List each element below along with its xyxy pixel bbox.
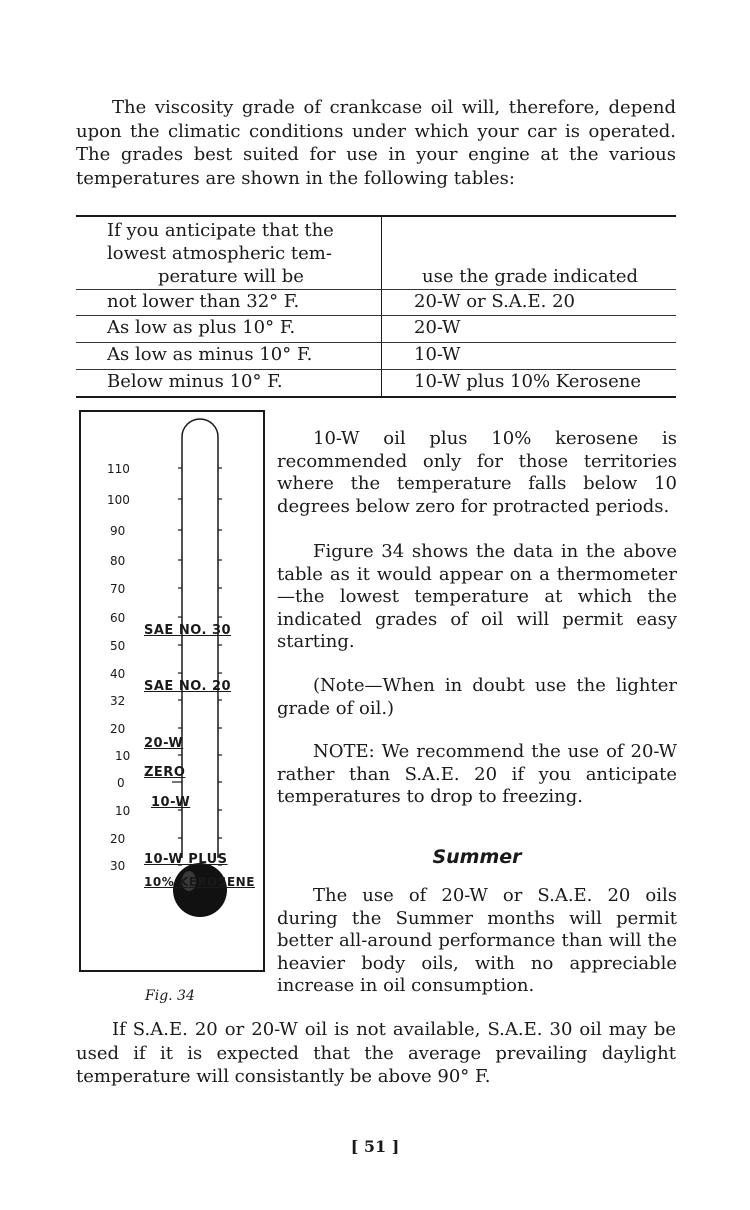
- table-top-rule: [76, 215, 676, 217]
- figure-caption: Fig. 34: [145, 988, 195, 1004]
- table-cell-grade: 20-W: [414, 317, 461, 338]
- scale-label-0: 0: [117, 776, 125, 790]
- table-header-left-line1: If you anticipate that the: [107, 220, 334, 241]
- scale-label-70: 70: [110, 582, 126, 596]
- table-bottom-rule: [76, 396, 676, 398]
- table-cell-temperature: Below minus 10° F.: [107, 371, 283, 392]
- table-cell-temperature: not lower than 32° F.: [107, 291, 300, 312]
- scale-label-minus-10: 10: [115, 804, 131, 818]
- summer-paragraph: The use of 20-W or S.A.E. 20 oils during the Summer months will permit better all-around performance than will the heavier body oils, with no appreciable increase in oil consumption.: [277, 885, 677, 997]
- grade-label-10w-plus: 10-W PLUS: [144, 852, 228, 867]
- table-column-divider: [381, 217, 382, 397]
- thermometer-figure: [79, 410, 265, 972]
- table-cell-grade: 10-W: [414, 344, 461, 365]
- table-header-right: use the grade indicated: [422, 266, 639, 287]
- scale-label-90: 90: [110, 524, 126, 538]
- scale-label-100: 100: [107, 493, 130, 507]
- scale-label-10: 10: [115, 749, 131, 763]
- page-number: [ 51 ]: [350, 1137, 400, 1156]
- scale-label-110: 110: [107, 462, 130, 476]
- table-cell-temperature: As low as plus 10° F.: [107, 317, 296, 338]
- scale-label-minus-20: 20: [110, 832, 126, 846]
- grade-label-10w: 10-W: [151, 795, 191, 810]
- table-cell-temperature: As low as minus 10° F.: [107, 344, 313, 365]
- closing-paragraph: If S.A.E. 20 or 20-W oil is not available, S.A.E. 30 oil may be used if it is expected that the average prevailing daylight temperature will consistantly be above 90° F.: [76, 1019, 676, 1087]
- summer-heading: Summer: [432, 846, 522, 868]
- thermometer-tube: [182, 419, 218, 858]
- grade-label-sae20: SAE NO. 20: [144, 679, 232, 694]
- grade-label-kerosene: 10% KEROSENE: [144, 875, 255, 889]
- grade-label-sae30: SAE NO. 30: [144, 623, 232, 638]
- table-header-left-line2: lowest atmospheric tem-: [107, 243, 332, 264]
- grade-label-20w: 20-W: [144, 736, 184, 751]
- kerosene-paragraph: 10-W oil plus 10% kerosene is recommended only for those territories where the temperature falls below 10 degrees below zero for protracted periods.: [277, 428, 677, 517]
- table-cell-grade: 10-W plus 10% Kerosene: [414, 371, 641, 392]
- recommend-note-paragraph: NOTE: We recommend the use of 20-W rather than S.A.E. 20 if you anticipate temperatures to drop to freezing.: [277, 741, 677, 808]
- scale-label-20: 20: [110, 722, 126, 736]
- scale-label-80: 80: [110, 554, 126, 568]
- scale-label-50: 50: [110, 639, 126, 653]
- scale-label-60: 60: [110, 611, 126, 625]
- table-header-left-line3: perature will be: [158, 266, 304, 287]
- figure-paragraph: Figure 34 shows the data in the above table as it would appear on a thermometer—the lowest temperature at which the indicated grades of oil will permit easy starting.: [277, 541, 677, 653]
- table-cell-grade: 20-W or S.A.E. 20: [414, 291, 576, 312]
- scale-label-minus-30: 30: [110, 859, 126, 873]
- scale-label-40: 40: [110, 667, 126, 681]
- doubt-note-paragraph: (Note—When in doubt use the lighter grade of oil.): [277, 675, 677, 719]
- scale-label-32: 32: [110, 694, 126, 708]
- grade-label-zero: ZERO: [144, 765, 186, 780]
- thermometer-bulb: [173, 863, 227, 917]
- intro-paragraph: The viscosity grade of crankcase oil will, therefore, depend upon the climatic conditions under which your car is operated. The grades best suited for use in your engine at the various temperatures are shown in the following tables:: [76, 97, 676, 189]
